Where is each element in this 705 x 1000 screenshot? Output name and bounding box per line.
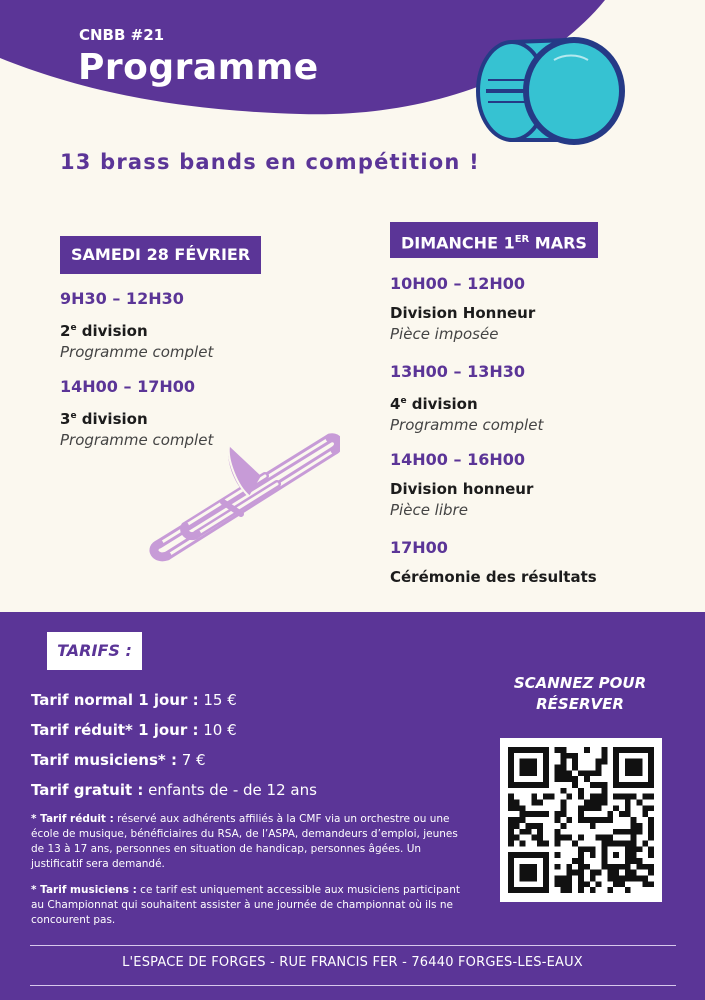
sunday-slot-2 bbox=[390, 362, 543, 436]
slot-division: Cérémonie des résultats bbox=[390, 568, 597, 586]
sunday-slot-3 bbox=[390, 450, 533, 521]
scan-to-book-label: SCANNEZ POUR RÉSERVER bbox=[513, 674, 647, 713]
slot-time: 14H00 – 17H00 bbox=[60, 377, 195, 396]
slot-time: 13H00 – 13H30 bbox=[390, 362, 525, 381]
footer-address: L'ESPACE DE FORGES - RUE FRANCIS FER - 76440 FORGES-LES-EAUX bbox=[122, 955, 583, 970]
headline: 13 brass bands en compétition ! bbox=[60, 150, 480, 174]
tarif-row-normal: Tarif normal 1 jour : 15 € bbox=[31, 691, 237, 709]
sunday-badge: DIMANCHE 1ER MARS bbox=[390, 222, 598, 258]
slot-division: 4e division bbox=[390, 395, 478, 413]
bass-drum-icon bbox=[474, 36, 629, 146]
sunday-slot-4 bbox=[390, 538, 597, 587]
slot-description: Pièce imposée bbox=[390, 325, 499, 343]
slot-division: 3e division bbox=[60, 410, 148, 428]
event-kicker: CNBB #21 bbox=[79, 26, 165, 44]
qr-code-pattern bbox=[508, 746, 654, 894]
tarifs-heading: TARIFS : bbox=[47, 632, 142, 670]
slot-time: 17H00 bbox=[390, 538, 448, 557]
qr-code[interactable] bbox=[500, 738, 662, 902]
tarif-row-gratuit: Tarif gratuit : enfants de - de 12 ans bbox=[31, 781, 317, 799]
trombone-icon bbox=[145, 430, 340, 565]
slot-description: Programme complet bbox=[390, 416, 544, 434]
note-tarif-musiciens: * Tarif musiciens : ce tarif est uniquement accessible aux musiciens participant au Championnat qui souhaitent assister à une journée de championnat où ils ne concourent pas. bbox=[31, 884, 460, 926]
saturday-badge: SAMEDI 28 FÉVRIER bbox=[60, 236, 261, 274]
footer-divider-top bbox=[30, 945, 676, 946]
note-tarif-reduit: * Tarif réduit : réservé aux adhérents affiliés à la CMF via un orchestre ou une école de musique, bénéficiaires du RSA, de l’ASPA, demandeurs d’emploi, jeunes de 13 à 17 ans, personnes en situation de handicap, personnes âgées. Un justificatif sera demandé. bbox=[31, 813, 458, 870]
tarif-row-musiciens: Tarif musiciens* : 7 € bbox=[31, 751, 206, 769]
saturday-slot-1 bbox=[60, 289, 213, 363]
slot-time: 14H00 – 16H00 bbox=[390, 450, 525, 469]
slot-division: Division Honneur bbox=[390, 304, 536, 322]
slot-division: 2e division bbox=[60, 322, 148, 340]
slot-division: Division honneur bbox=[390, 480, 534, 498]
slot-description: Programme complet bbox=[60, 431, 214, 449]
page-title: Programme bbox=[78, 47, 319, 88]
slot-description: Pièce libre bbox=[390, 501, 468, 519]
slot-time: 10H00 – 12H00 bbox=[390, 274, 525, 293]
footer-divider-bottom bbox=[30, 985, 676, 986]
tarif-row-reduit: Tarif réduit* 1 jour : 10 € bbox=[31, 721, 237, 739]
sunday-slot-1 bbox=[390, 274, 535, 345]
slot-time: 9H30 – 12H30 bbox=[60, 289, 184, 308]
slot-description: Programme complet bbox=[60, 343, 214, 361]
